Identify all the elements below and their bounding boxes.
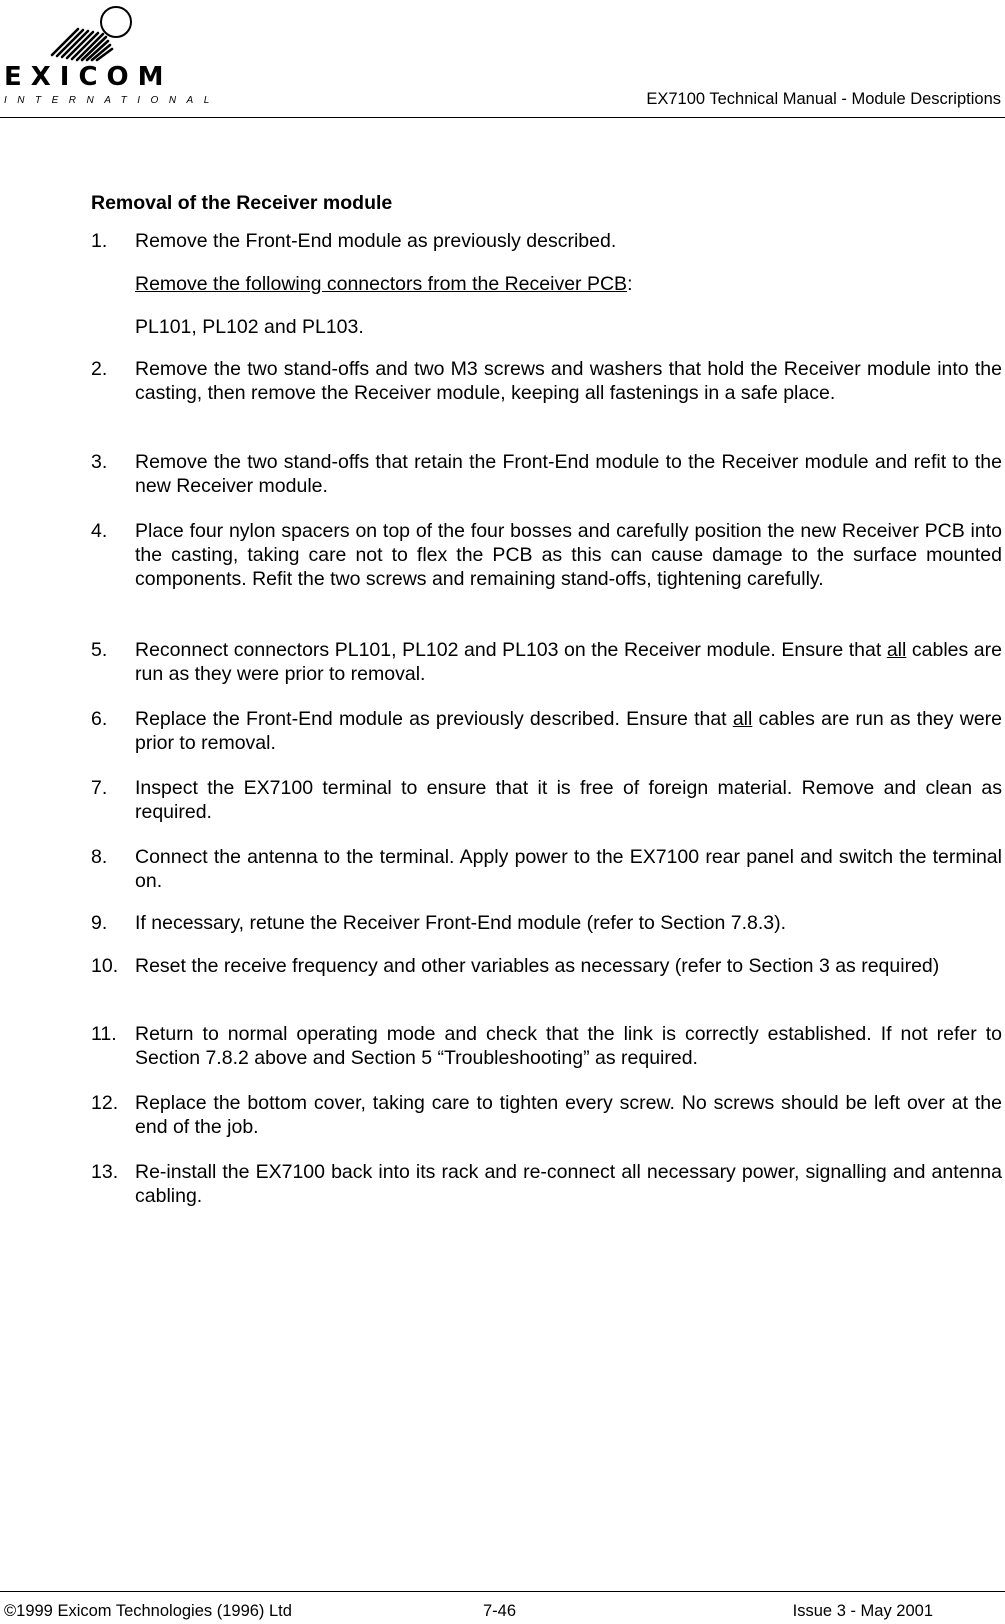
list-item (91, 954, 1002, 978)
item-text: Reset the receive frequency and other variables as necessary (refer to Section 3 as required) (135, 955, 940, 977)
item-text-part: Reconnect connectors PL101, PL102 and PL103 on the Receiver module. Ensure that (135, 639, 887, 661)
item-text: Replace the bottom cover, taking care to tighten every screw. No screws should be left over at the end of the job. (135, 1092, 1002, 1138)
list-item (91, 229, 1002, 253)
connectors-list: PL101, PL102 and PL103. (135, 316, 364, 338)
list-item (91, 357, 1002, 405)
item-text: Inspect the EX7100 terminal to ensure that it is free of foreign material. Remove and clean as required. (135, 777, 1002, 823)
footer-divider (0, 1591, 1005, 1592)
item-number: 9. (91, 912, 108, 934)
item-number: 7. (91, 777, 108, 799)
item-text (135, 707, 1002, 755)
list-item (91, 911, 1002, 935)
footer-issue: Issue 3 - May 2001 (792, 1602, 933, 1620)
item-text-part: cables are run as they were prior to removal. (135, 708, 1002, 754)
item-number: 4. (91, 520, 108, 542)
header-divider (0, 117, 1005, 118)
item-number: 8. (91, 846, 108, 868)
section-heading: Removal of the Receiver module (91, 192, 393, 214)
logo-wordmark: EXICOM (4, 62, 173, 92)
item-number: 10. (91, 955, 119, 977)
list-item (91, 707, 1002, 755)
item-number: 5. (91, 639, 108, 661)
company-logo (0, 0, 220, 112)
list-item (91, 776, 1002, 824)
list-item (91, 1091, 1002, 1139)
connectors-heading-colon: : (627, 273, 633, 295)
item-text: Remove the two stand-offs and two M3 screws and washers that hold the Receiver module into the casting, then remove the Receiver module, keeping all fastenings in a safe place. (135, 358, 1002, 404)
item-text: If necessary, retune the Receiver Front-End module (refer to Section 7.8.3). (135, 912, 787, 934)
list-item (91, 1160, 1002, 1208)
logo-subtitle: INTERNATIONAL (4, 95, 220, 106)
list-item (91, 638, 1002, 686)
item-text: Remove the two stand-offs that retain the Front-End module to the Receiver module and refit to the new Receiver module. (135, 451, 1002, 497)
document-title: EX7100 Technical Manual - Module Descriptions (646, 90, 1001, 108)
item-text: Place four nylon spacers on top of the four bosses and carefully position the new Receiver PCB into the casting, taking care not to flex the PCB as this can cause damage to the surface mounted components. Refit the two screws and remaining stand-offs, tightening carefully. (135, 520, 1002, 590)
item-number: 6. (91, 708, 108, 730)
emphasis-all: all (886, 639, 907, 661)
emphasis-all: all (732, 708, 753, 730)
connectors-heading-text: Remove the following connectors from the Receiver PCB (135, 273, 628, 295)
item-text-part: Replace the Front-End module as previously described. Ensure that (135, 708, 733, 730)
item-number: 12. (91, 1092, 119, 1114)
item-text: Remove the Front-End module as previously described. (135, 230, 617, 252)
item-number: 1. (91, 230, 108, 252)
item-text: Connect the antenna to the terminal. Apply power to the EX7100 rear panel and switch the terminal on. (135, 846, 1002, 892)
item-number: 3. (91, 451, 108, 473)
item-number: 2. (91, 358, 108, 380)
item-text: Re-install the EX7100 back into its rack and re-connect all necessary power, signalling and antenna cabling. (135, 1161, 1002, 1207)
satellite-logo-icon (0, 0, 175, 70)
page-number: 7-46 (483, 1602, 517, 1620)
item-text: Return to normal operating mode and check that the link is correctly established. If not refer to Section 7.8.2 above and Section 5 “Troubleshooting” as required. (135, 1023, 1002, 1069)
connectors-heading (135, 272, 1002, 296)
item-number: 11. (91, 1023, 117, 1045)
item-number: 13. (91, 1161, 119, 1183)
item-text-part: cables are run as they were prior to removal. (135, 639, 1002, 685)
list-item (91, 1022, 1002, 1070)
list-item (91, 450, 1002, 498)
list-item (91, 519, 1002, 591)
footer-copyright: ©1999 Exicom Technologies (1996) Ltd (4, 1602, 292, 1620)
item-text (135, 638, 1002, 686)
list-item (91, 845, 1002, 893)
